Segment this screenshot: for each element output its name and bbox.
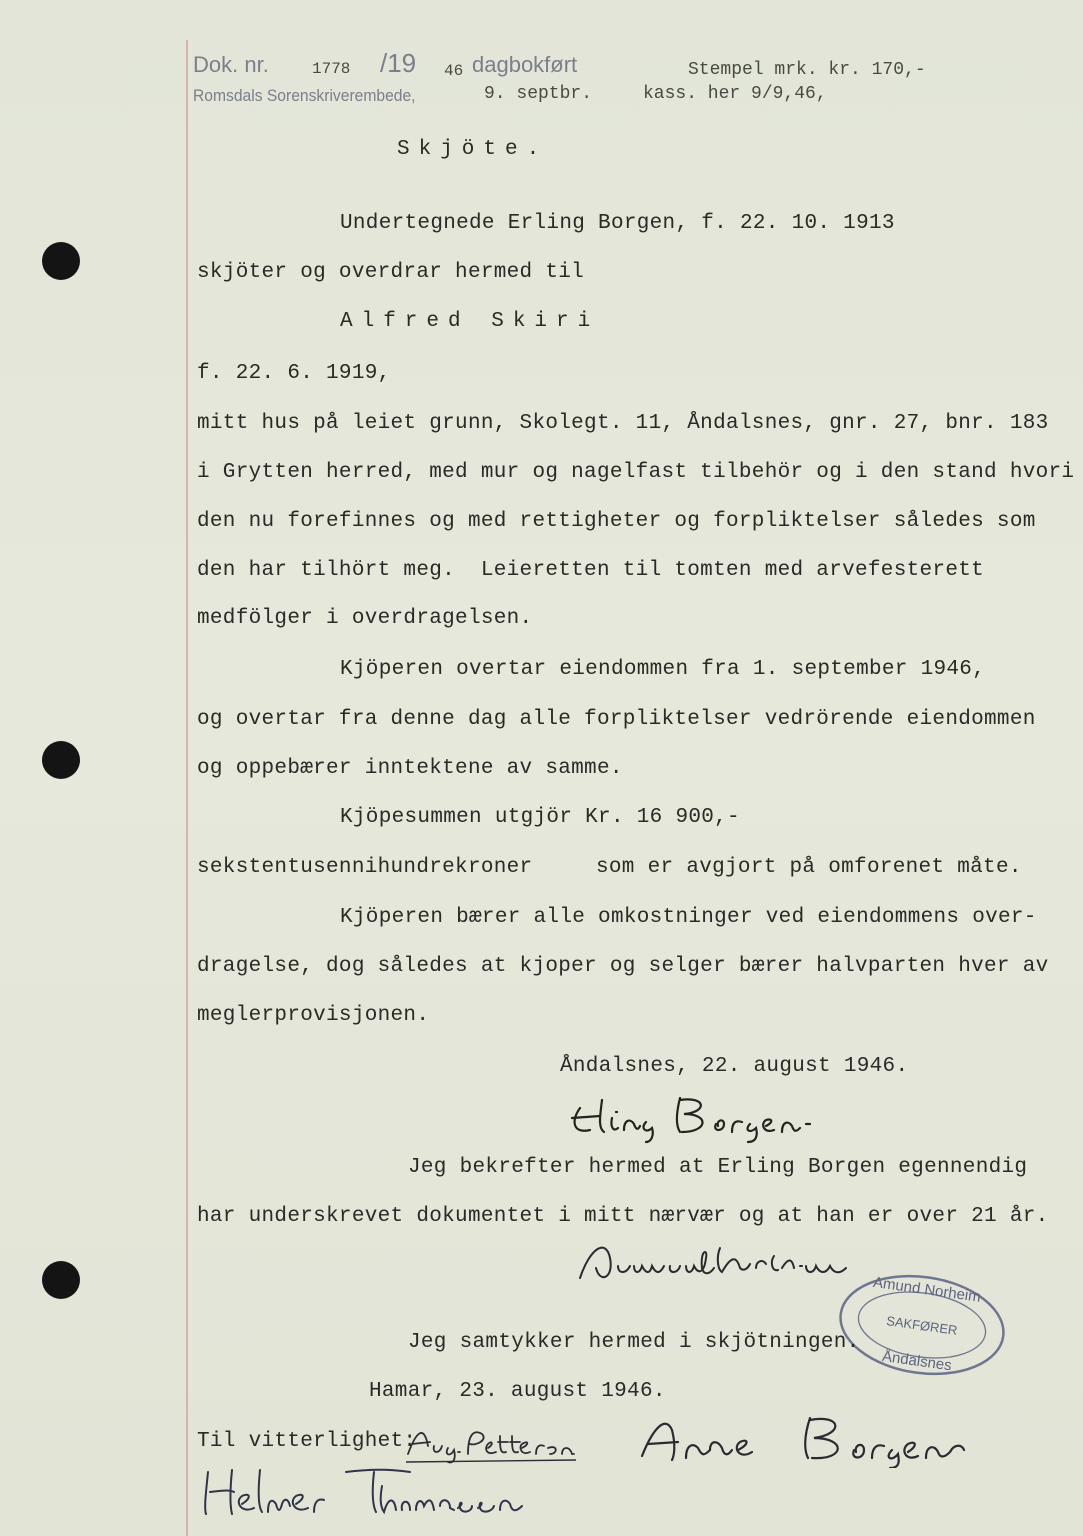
body-line: i Grytten herred, med mur og nagelfast tilbehör og i den stand hvori [197, 461, 1075, 484]
place-date: Åndalsnes, 22. august 1946. [560, 1055, 909, 1078]
kass-note: kass. her 9/9,46, [643, 84, 827, 104]
punch-hole [42, 741, 80, 779]
body-line: Undertegnede Erling Borgen, f. 22. 10. 1913 [340, 212, 895, 235]
svg-text:Åndalsnes: Åndalsnes [881, 1347, 953, 1375]
body-line: dragelse, dog således at kjoper og selger bærer halvparten hver av [197, 955, 1049, 978]
document-title: Skjöte. [397, 138, 549, 161]
signature-aug-pettersen [402, 1418, 578, 1464]
margin-line [186, 40, 188, 1536]
body-line: sekstentusennihundrekroner [197, 856, 533, 879]
body-line: mitt hus på leiet grunn, Skolegt. 11, Åndalsnes, gnr. 27, bnr. 183 [197, 412, 1049, 435]
year-suffix: 46 [444, 62, 464, 80]
body-line: Kjöperen bærer alle omkostninger ved eiendommens over- [340, 906, 1037, 929]
body-line: Kjöpesummen utgjör Kr. 16 900,- [340, 806, 740, 829]
buyer-name: Alfred Skiri [340, 310, 600, 333]
body-line: skjöter og overdrar hermed til [197, 261, 585, 284]
body-line: Jeg bekrefter hermed at Erling Borgen egennendig [408, 1156, 1028, 1179]
dok-number: 1778 [312, 60, 351, 78]
body-line: f. 22. 6. 1919, [197, 362, 391, 385]
body-line: Kjöperen overtar eiendommen fra 1. september 1946, [340, 658, 986, 681]
place-date-2: Hamar, 23. august 1946. [369, 1380, 666, 1403]
lawyer-stamp [828, 1258, 1016, 1391]
svg-text:Amund Norheim: Amund Norheim [872, 1273, 982, 1306]
punch-hole [42, 242, 80, 280]
date-stamp: 9. septbr. [484, 84, 593, 104]
signature-anne-borgen [632, 1410, 1022, 1468]
stamp-fee: Stempel mrk. kr. 170,- [688, 60, 926, 80]
svg-text:SAKFØRER: SAKFØRER [885, 1313, 959, 1338]
body-line: har underskrevet dokumentet i mitt nærvær og at han er over 21 år. [197, 1205, 1049, 1228]
body-line: den har tilhört meg. Leieretten til tomten med arvefesterett [197, 559, 985, 582]
body-line: meglerprovisjonen. [197, 1004, 430, 1027]
punch-hole [42, 1261, 80, 1299]
witness-label: Til vitterlighet: [197, 1430, 417, 1453]
signature-helmer-thomassen [196, 1462, 536, 1522]
signature-erling-borgen [560, 1088, 820, 1144]
office-name: Romsdals Sorenskriverembede, [193, 86, 416, 105]
body-line: og oppebærer inntektene av samme. [197, 757, 623, 780]
body-line: som er avgjort på omforenet måte. [596, 856, 1022, 879]
year-prefix: /19 [380, 48, 417, 78]
body-line: den nu forefinnes og med rettigheter og forpliktelser således som [197, 510, 1036, 533]
body-line: Jeg samtykker hermed i skjötningen. [408, 1331, 860, 1354]
signature-amund-norheim [570, 1228, 870, 1288]
dok-nr-label: Dok. nr. [193, 52, 269, 77]
body-line: medfölger i overdragelsen. [197, 607, 533, 630]
dagbok-label: dagbokført [472, 52, 578, 77]
body-line: og overtar fra denne dag alle forpliktelser vedrörende eiendommen [197, 708, 1036, 731]
